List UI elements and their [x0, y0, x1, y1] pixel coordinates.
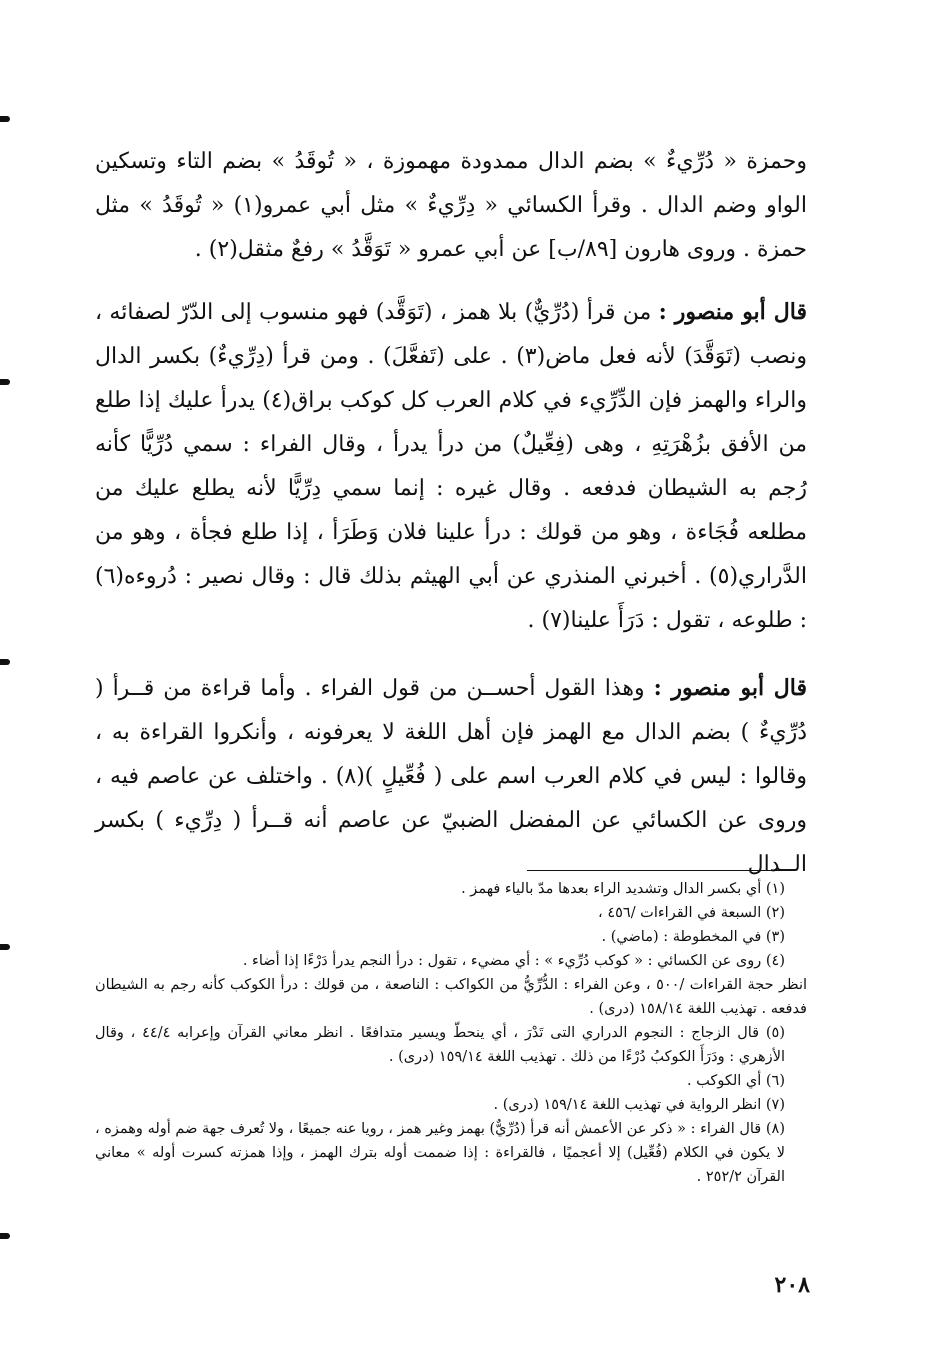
footnote-5: (٥) قال الزجاج : النجوم الدراري التى تَدْرَ ، أي ينحطّ ويسير متدافعًا . انظر معاني القرآن وإعرابه ٤٤/٤ ، وقال الأزهري : ودَرَأَ الكوكبُ دُرْءًا من ذلك . تهذيب اللغة ١٥٩/١٤ (درى) . — [95, 1025, 785, 1065]
paragraph-3 — [95, 666, 807, 887]
paragraph-3-text: وهذا القول أحســن من قول الفراء . وأما قراءة من قــرأ ( دُرِّيءٌ ) بضم الدال مع الهمز فإن أهل اللغة لا يعرفونه ، وأنكروا القراءة به ، وقالوا : ليس في كلام العرب اسم على ( فُعِّيلٍ )(٨) . واختلف عن عاصم فيه ، وروى عن الكسائي عن المفضل الضبيّ عن عاصم أنه قــرأ ( دِرِّيء ) بكسر الــدال — [95, 676, 807, 877]
margin-mark — [0, 659, 10, 665]
footnotes — [95, 877, 807, 1189]
footnote-4: (٤) روى عن الكسائي : « كوكب دُرِّيء » : أي مضيء ، تقول : درأ النجم يدرأ دَرْءًا إذا أضاء . — [242, 953, 785, 969]
footnote-4-continued: انظر حجة القراءات /٥٠٠ ، وعن الفراء : الدُّرِّيُّ من الكواكب : الناصعة ، من قولك : درأ الكوكب كأنه رجم به الشيطان فدفعه . تهذيب اللغة ١٥٨/١٤ (درى) . — [95, 977, 808, 1017]
footnote-7: (٧) انظر الرواية في تهذيب اللغة ١٥٩/١٤ (درى) . — [493, 1097, 785, 1113]
margin-mark — [0, 1233, 10, 1239]
footnote-3: (٣) في المخطوطة : (ماضي) . — [601, 929, 785, 945]
paragraph-2 — [95, 290, 807, 643]
footnote-8: (٨) قال الفراء : « ذكر عن الأعمش أنه قرأ (دُرِّيٌّ) بهمز وغير همز ، رويا عنه جميعًا ، ولا تُعرف جهة ضم أوله وهمزه ، لا يكون في الكلام (فُعِّيل) إلا أعجميًا ، فالقراءة : إذا ضممت أوله بترك الهمز ، وإذا همزته كسرت أوله » معاني القرآن ٢٥٢/٢ . — [95, 1121, 785, 1185]
footnote-6: (٦) أي الكوكب . — [686, 1073, 785, 1089]
footnote-1: (١) أي بكسر الدال وتشديد الراء بعدها مدّ بالياء فهمز . — [461, 881, 785, 897]
margin-mark — [0, 944, 10, 950]
margin-mark — [0, 116, 10, 122]
paragraph-1-text: وحمزة « دُرِّيءٌ » بضم الدال ممدودة مهموزة ، « تُوقَدُ » بضم التاء وتسكين الواو وضم الدال . وقرأ الكسائي « دِرِّيءٌ » مثل أبي عمرو(١) « تُوقَدُ » مثل حمزة . وروى هارون [٨٩/ب] عن أبي عمرو « تَوَقَّدُ » رفعٌ مثقل(٢) . — [95, 149, 807, 262]
paragraph-2-body — [95, 290, 807, 643]
footnote-2: (٢) السبعة في القراءات /٤٥٦ ، — [598, 905, 785, 921]
paragraph-3-lead: قال أبو منصور : — [653, 675, 807, 701]
paragraph-3-body — [95, 666, 807, 887]
paragraph-2-lead: قال أبو منصور : — [658, 299, 807, 325]
page-number: ٢٠٨ — [774, 1272, 810, 1298]
margin-mark — [0, 379, 10, 385]
footnote-separator — [527, 870, 793, 871]
paragraph-2-text: من قرأ (دُرِّيٌّ) بلا همز ، (تَوَقَّد) فهو منسوب إلى الدّرّ لصفائه ، ونصب (تَوَقَّدَ) لأنه فعل ماض(٣) . على (تَفعَّلَ) . ومن قرأ (دِرِّيءٌ) بكسر الدال والراء والهمز فإن الدِّرِّيء في كلام العرب كل كوكب براق(٤) يدرأ عليك إذا طلع من الأفق بزُهْرَتِهِ ، وهى (فِعِّيلٌ) من درأ يدرأ ، وقال الفراء : سمي دُرِّيًّا كأنه رُجم به الشيطان فدفعه . وقال غيره : إنما سمي دِرِّيًّا لأنه يطلع عليك من مطلعه فُجَاءة ، وهو من قولك : درأ علينا فلان وَطَرَأ ، إذا طلع فجأة ، وهو من الدَّراري(٥) . أخبرني المنذري عن أبي الهيثم بذلك قال : وقال نصير : دُروءه(٦) : طلوعه ، تقول : دَرَأَ علينا(٧) . — [95, 300, 807, 633]
paragraph-1 — [95, 140, 807, 272]
